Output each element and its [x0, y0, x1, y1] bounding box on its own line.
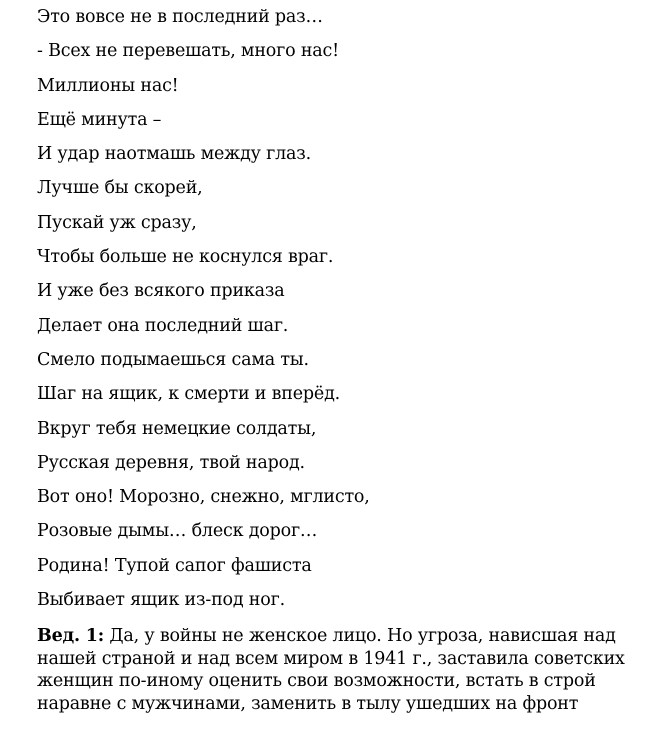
paragraph-line — [37, 625, 669, 648]
paragraph-line: наравне с мужчинами, заменить в тылу ушедших на фронт — [37, 693, 579, 714]
verse-line: Вот оно! Морозно, снежно, мглисто, — [37, 487, 370, 508]
verse-line: Делает она последний шаг. — [37, 315, 289, 336]
verse-line: Это вовсе не в последний раз… — [37, 7, 323, 27]
verse-line: Вкруг тебя немецкие солдаты, — [37, 418, 317, 439]
verse-line: И уже без всякого приказа — [37, 281, 285, 302]
verse-line: Русская деревня, твой народ. — [37, 452, 305, 473]
paragraph-line: женщин по-иному оценить свои возможности, встать в строй — [37, 671, 596, 692]
verse-line: Миллионы нас! — [37, 75, 179, 96]
paragraph-line: нашей страной и над всем миром в 1941 г., заставила советских — [37, 648, 625, 669]
verse-line: И удар наотмашь между глаз. — [37, 144, 311, 165]
poem-verse — [37, 0, 669, 617]
narrator-paragraph — [37, 625, 669, 715]
verse-line: Шаг на ящик, к смерти и вперёд. — [37, 384, 341, 405]
verse-line: Лучше бы скорей, — [37, 178, 203, 199]
speaker-label: Вед. 1: — [37, 626, 105, 647]
verse-line: Чтобы больше не коснулся враг. — [37, 247, 334, 268]
verse-line: Родина! Тупой сапог фашиста — [37, 555, 312, 576]
verse-line: Пускай уж сразу, — [37, 212, 197, 233]
verse-line: Выбивает ящик из-под ног. — [37, 590, 285, 611]
verse-line: Розовые дымы… блеск дорог… — [37, 521, 318, 542]
verse-line: - Всех не перевешать, много нас! — [37, 41, 339, 62]
verse-line: Ещё минута – — [37, 109, 162, 130]
verse-line: Смело подымаешься сама ты. — [37, 349, 309, 370]
paragraph-text: Да, у войны не женское лицо. Но угроза, нависшая над — [104, 626, 616, 647]
document-page — [37, 0, 669, 715]
